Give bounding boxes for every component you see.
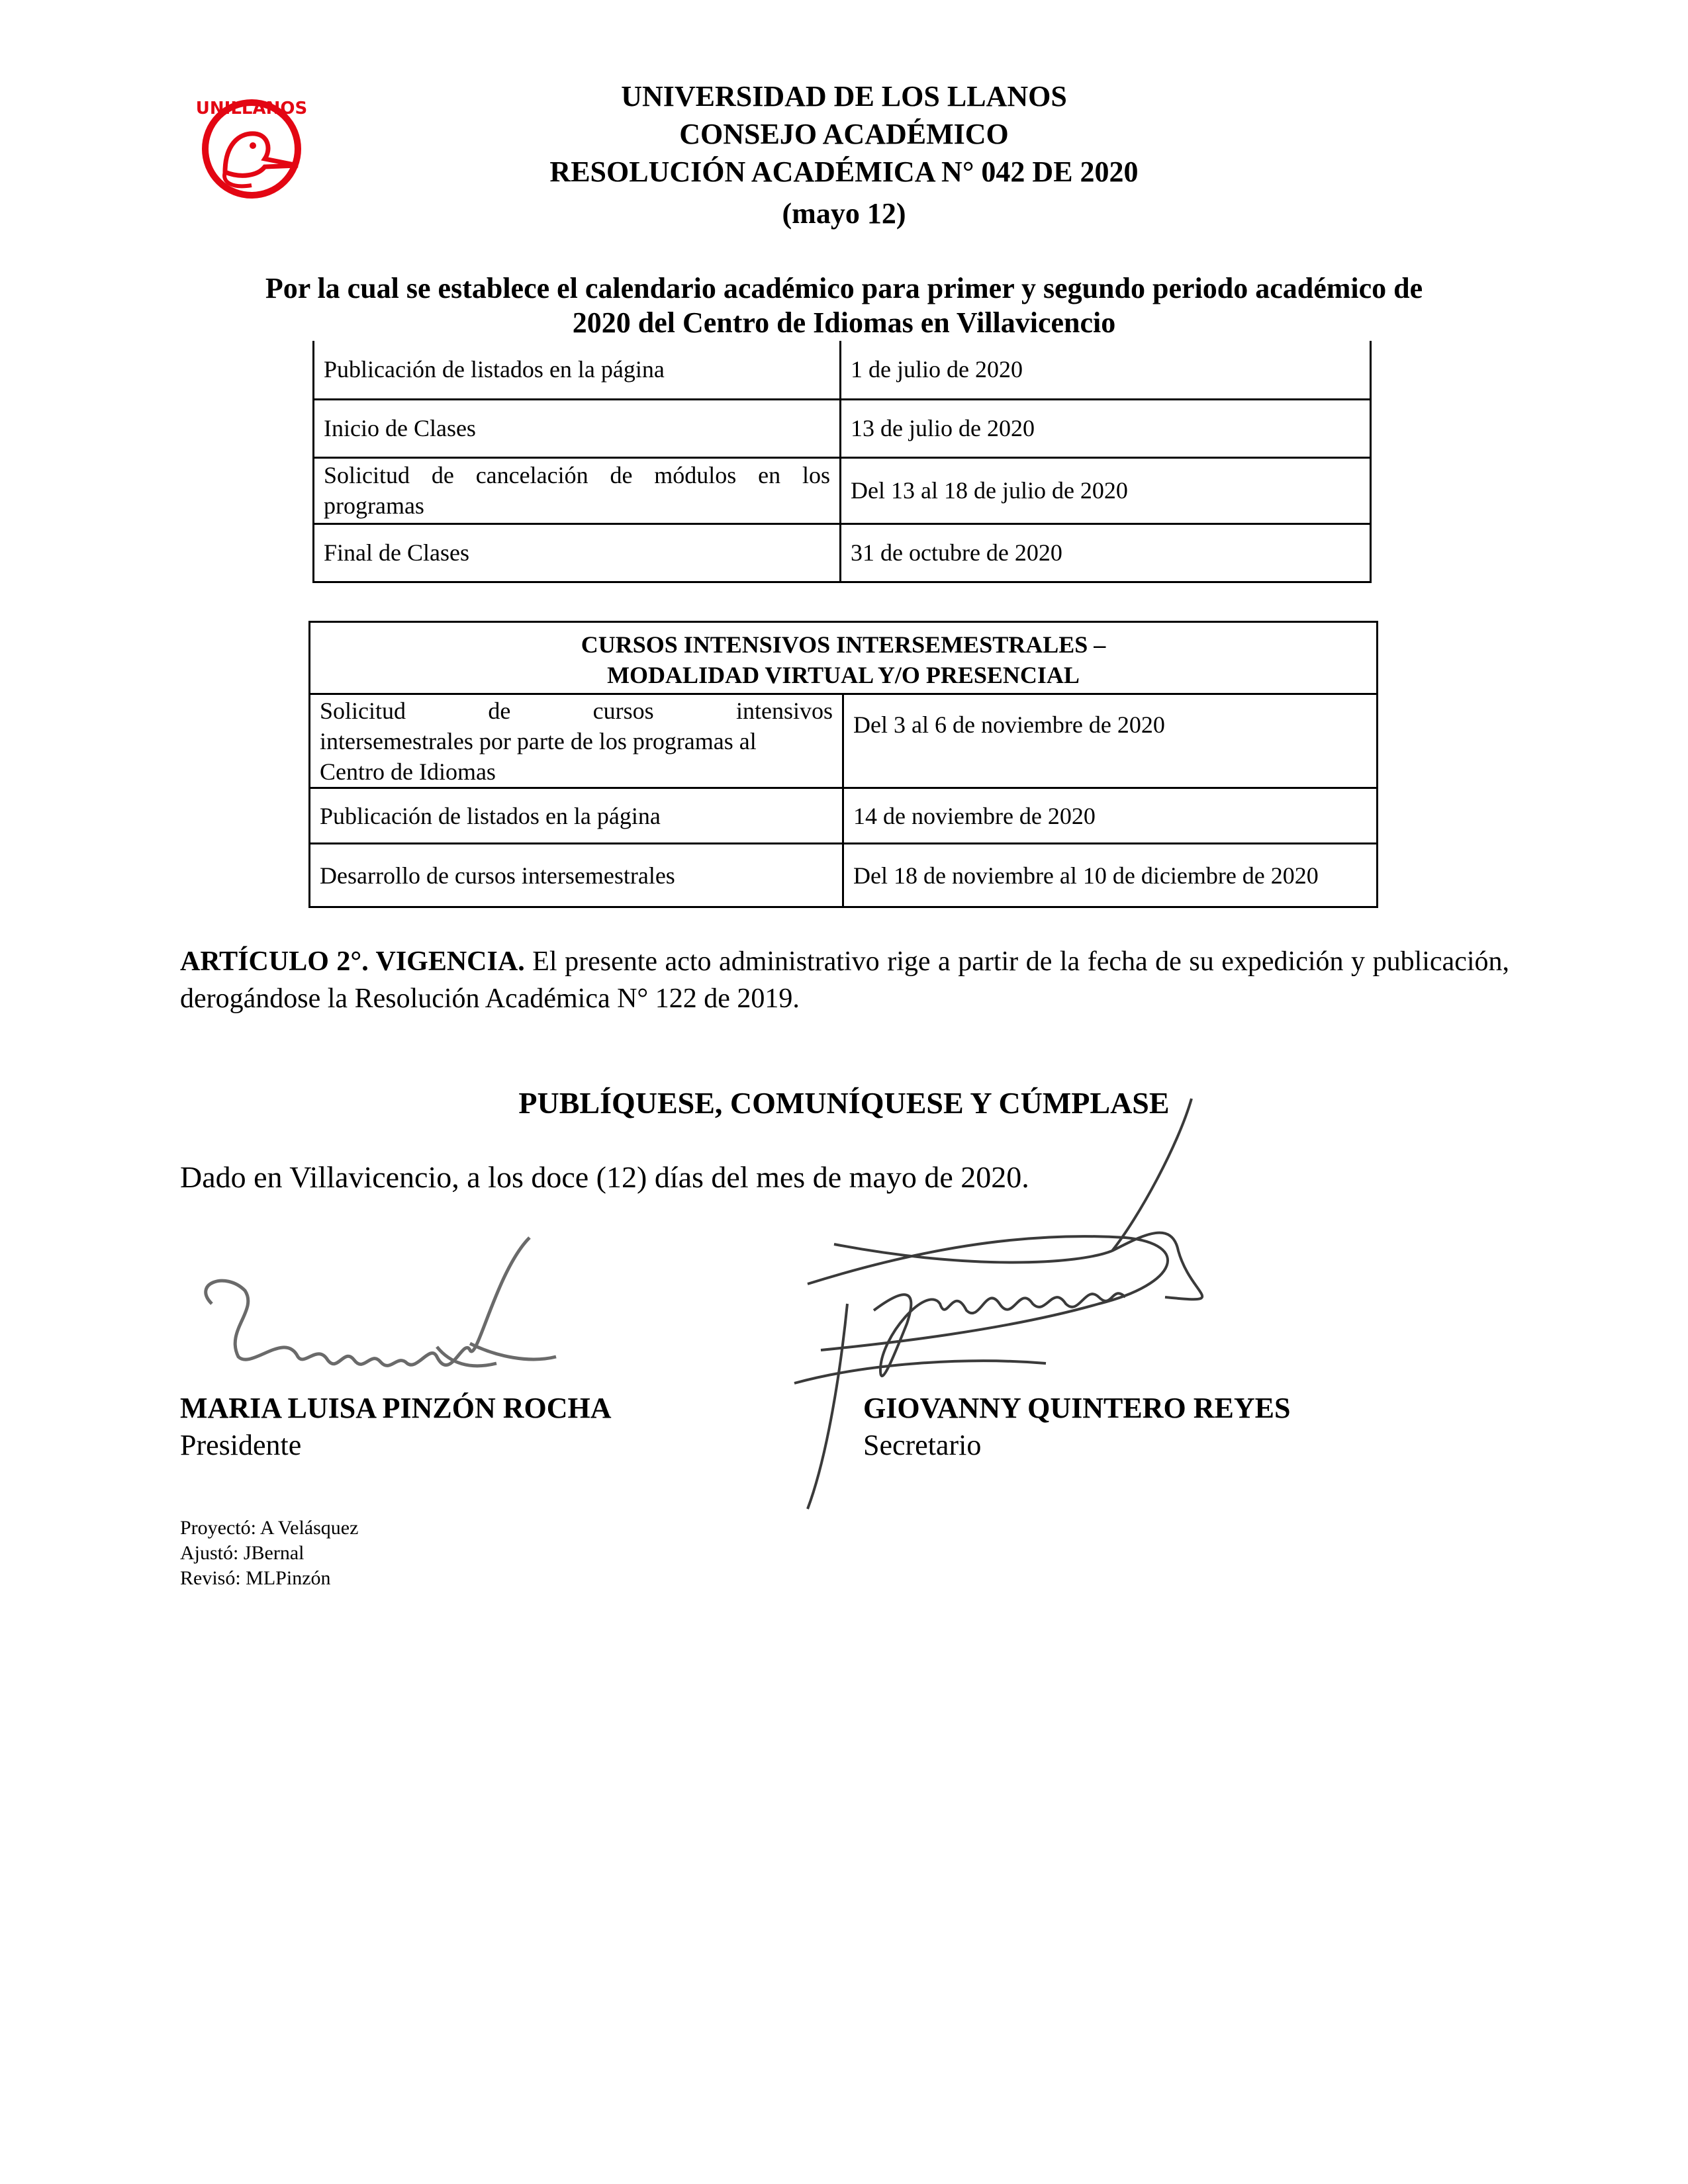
date-cell: 1 de julio de 2020	[841, 341, 1371, 399]
logo-text: UNILLANOS	[195, 99, 308, 118]
activity-cell: Final de Clases	[314, 523, 841, 582]
credit-line: Ajustó: JBernal	[180, 1542, 305, 1564]
table-title-line-1: CURSOS INTENSIVOS INTERSEMESTRALES –	[581, 631, 1106, 658]
signature-pinzon-icon	[185, 1231, 609, 1396]
activity-cell: Desarrollo de cursos intersemestrales	[310, 844, 843, 907]
activity-line-2: intersemestrales por parte de los programas al	[320, 727, 757, 754]
signatory-secretary	[863, 1390, 1290, 1464]
intersemester-courses-table	[308, 621, 1378, 908]
article-2	[180, 943, 1509, 1017]
table-row	[314, 399, 1371, 457]
activity-cell: Solicitud de cancelación de módulos en los programas	[314, 457, 841, 523]
closing-formula: PUBLÍQUESE, COMUNÍQUESE Y CÚMPLASE	[518, 1086, 1170, 1120]
table-row	[310, 788, 1378, 844]
table-title-line-2: MODALIDAD VIRTUAL Y/O PRESENCIAL	[607, 662, 1080, 688]
activity-line-3: Centro de Idiomas	[320, 758, 496, 785]
signatory-role: Secretario	[863, 1429, 982, 1461]
activity-cell: Publicación de listados en la página	[310, 788, 843, 844]
signatory-role: Presidente	[180, 1429, 302, 1461]
table-header-row	[310, 622, 1378, 694]
table-row	[314, 523, 1371, 582]
place-and-date: Dado en Villavicencio, a los doce (12) días del mes de mayo de 2020.	[180, 1160, 1029, 1194]
table-row	[310, 694, 1378, 788]
table-row	[314, 341, 1371, 399]
table-row	[310, 844, 1378, 907]
table-row	[314, 457, 1371, 523]
date-cell: Del 18 de noviembre al 10 de diciembre de 2020	[843, 844, 1378, 907]
subject-line-2: 2020 del Centro de Idiomas en Villavicencio	[572, 306, 1116, 339]
signatory-president	[180, 1390, 612, 1464]
credit-line: Proyectó: A Velásquez	[180, 1517, 359, 1539]
signatory-name: GIOVANNY QUINTERO REYES	[863, 1392, 1291, 1424]
university-name: UNIVERSIDAD DE LOS LLANOS	[621, 80, 1067, 113]
signatory-name: MARIA LUISA PINZÓN ROCHA	[180, 1392, 612, 1424]
calendar-table	[312, 341, 1372, 583]
date-cell: 14 de noviembre de 2020	[843, 788, 1378, 844]
table-title	[310, 622, 1378, 694]
date-cell: 31 de octubre de 2020	[841, 523, 1371, 582]
resolution-subject	[165, 271, 1523, 340]
date-cell: Del 13 al 18 de julio de 2020	[841, 457, 1371, 523]
article-text: El presente acto administrativo rige a partir de la fecha de su expedición y publicación, derogándose la Resolución Académica N° 122 de 2019.	[180, 946, 1510, 1014]
activity-cell: Publicación de listados en la página	[314, 341, 841, 399]
document-credits	[180, 1516, 358, 1591]
credit-line: Revisó: MLPinzón	[180, 1567, 331, 1589]
activity-cell	[310, 694, 843, 788]
council-name: CONSEJO ACADÉMICO	[679, 118, 1009, 150]
date-cell: 13 de julio de 2020	[841, 399, 1371, 457]
resolution-date: (mayo 12)	[782, 197, 906, 230]
activity-cell: Inicio de Clases	[314, 399, 841, 457]
article-heading: ARTÍCULO 2°. VIGENCIA.	[180, 946, 525, 977]
date-cell: Del 3 al 6 de noviembre de 2020	[843, 694, 1378, 788]
activity-line-1: Solicitud de cursos intensivos	[320, 697, 833, 724]
subject-line-1: Por la cual se establece el calendario académico para primer y segundo periodo académico de	[265, 272, 1423, 304]
resolution-number: RESOLUCIÓN ACADÉMICA N° 042 DE 2020	[549, 156, 1139, 188]
